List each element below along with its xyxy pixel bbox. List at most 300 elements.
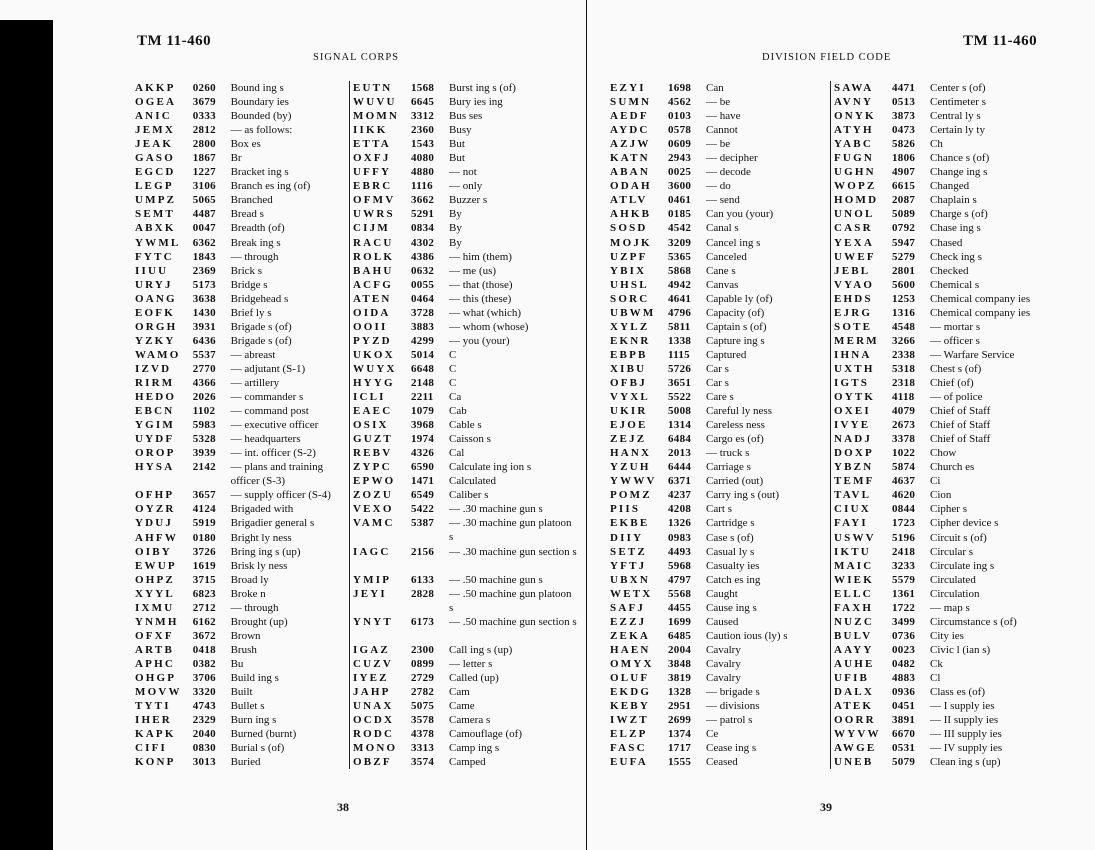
code-term: Can you (your) (706, 208, 774, 221)
code-term: Branched (230, 194, 273, 207)
code-number: 2004 (668, 643, 692, 656)
code-number: 2770 (192, 362, 216, 375)
code-term: City ies (930, 629, 964, 642)
code-number: 1974 (411, 433, 435, 446)
code-entry (834, 334, 1064, 348)
code-term: Bounded (by) (230, 110, 292, 123)
code-entry (353, 292, 583, 306)
code-group: ABXK (135, 222, 176, 235)
code-entry (135, 207, 350, 221)
code-number: 1723 (892, 517, 916, 530)
code-number: 1867 (192, 152, 216, 165)
code-entry (610, 615, 830, 629)
code-number: 5173 (192, 278, 216, 291)
code-group: RACU (353, 236, 394, 249)
code-term: Chemical s (930, 278, 980, 291)
code-term: Canal s (706, 222, 739, 235)
code-group: OYTK (834, 391, 876, 404)
code-group: YDUJ (135, 517, 174, 530)
code-term: Busy (449, 124, 472, 137)
code-term: Ch (930, 138, 943, 151)
code-group: MOVW (135, 686, 182, 699)
code-entry (135, 516, 350, 530)
code-group: UMPZ (135, 194, 177, 207)
book-spine (586, 0, 587, 850)
code-group: ATYH (834, 124, 874, 137)
code-number: 4455 (668, 601, 692, 614)
code-term: Bridge s (230, 278, 268, 291)
code-group: RODC (353, 728, 395, 741)
code-entry (135, 531, 350, 545)
code-group: YWWV (610, 475, 657, 488)
code-term: Came (449, 700, 475, 713)
code-number: 5522 (668, 391, 692, 404)
code-entry (353, 643, 583, 657)
code-number: 2156 (411, 545, 435, 558)
code-number: 2013 (668, 447, 692, 460)
code-group: ZEJZ (610, 433, 647, 446)
code-group: EGCD (135, 166, 176, 179)
code-group: EBRC (353, 180, 393, 193)
code-number: 5600 (892, 278, 916, 291)
code-group: EAEC (353, 405, 393, 418)
code-group: DIIY (610, 531, 644, 544)
code-number: 5014 (411, 348, 435, 361)
code-number: 6549 (411, 489, 435, 502)
code-term: Carried (out) (706, 475, 764, 488)
code-term: Caliber s (449, 489, 489, 502)
code-entry (135, 727, 350, 741)
code-entry (834, 727, 1064, 741)
code-group: OMYX (610, 657, 654, 670)
code-number: 2812 (192, 124, 216, 137)
code-number: 4796 (668, 306, 692, 319)
code-entry (834, 615, 1064, 629)
code-entry (834, 474, 1064, 488)
code-number: 3968 (411, 419, 435, 432)
code-term: Cavalry (706, 671, 741, 684)
code-group: OSIX (353, 419, 389, 432)
code-number: 4124 (192, 503, 216, 516)
code-entry (135, 306, 350, 320)
code-entry (610, 418, 830, 432)
code-group: ABAN (610, 166, 650, 179)
code-term: Cancel ing s (706, 236, 761, 249)
code-term: — IV supply ies (930, 742, 1003, 755)
code-group: CASR (834, 222, 873, 235)
code-entry (834, 236, 1064, 250)
code-entry (834, 348, 1064, 362)
code-term: — executive officer (230, 419, 319, 432)
code-entry (834, 516, 1064, 530)
code-term: Bright ly ness (230, 531, 292, 544)
code-entry (834, 151, 1064, 165)
code-number: 0531 (892, 742, 916, 755)
code-group: EJRG (834, 306, 873, 319)
code-group: RIRM (135, 376, 175, 389)
code-term: Ce (706, 728, 719, 741)
code-term: But (449, 138, 465, 151)
code-term: — decode (706, 166, 751, 179)
code-group: MAIC (834, 559, 874, 572)
code-group: EKDG (610, 686, 652, 699)
code-entry (135, 643, 350, 657)
code-entry (353, 137, 583, 151)
code-term: Changed (930, 180, 970, 193)
code-number: 2040 (192, 728, 216, 741)
code-term: — officer s (930, 334, 980, 347)
code-number: 6670 (892, 728, 916, 741)
code-group: VEXO (353, 503, 394, 516)
code-term: — him (them) (449, 250, 512, 263)
code-entry (353, 573, 583, 587)
code-group: ZEKA (610, 629, 650, 642)
code-group: OORR (834, 714, 876, 727)
code-entry (135, 362, 350, 376)
code-term: Capacity (of) (706, 306, 765, 319)
code-number: 3819 (668, 671, 692, 684)
code-group: HANX (610, 447, 652, 460)
code-number: 5983 (192, 419, 216, 432)
code-term: Canceled (706, 250, 747, 263)
code-number: 3600 (668, 180, 692, 193)
code-entry (135, 601, 350, 615)
code-entry (135, 713, 350, 727)
code-group: WYVW (834, 728, 881, 741)
code-group: ZYPC (353, 461, 392, 474)
code-number: 6436 (192, 334, 216, 347)
code-entry (353, 193, 583, 207)
code-term: Canvas (706, 278, 739, 291)
code-group: ACFG (353, 278, 393, 291)
code-group: CIUX (834, 503, 871, 516)
code-group: EOFK (135, 306, 175, 319)
code-group: PIIS (610, 503, 641, 516)
code-entry (353, 474, 583, 488)
code-entry (353, 587, 583, 615)
code-number: 4907 (892, 166, 916, 179)
code-entry (353, 671, 583, 685)
code-group: KONP (135, 756, 176, 769)
code-entry (135, 109, 350, 123)
code-number: 0899 (411, 657, 435, 670)
code-group: ARTB (135, 643, 174, 656)
code-group: EUTN (353, 82, 393, 94)
code-term: Cargo es (of) (706, 433, 764, 446)
code-entry (135, 629, 350, 643)
code-term: C (449, 348, 457, 361)
code-entry (610, 727, 830, 741)
code-term: Bullet s (230, 700, 265, 713)
code-term: Cane s (706, 264, 736, 277)
code-term: — have (706, 110, 741, 123)
code-group: ATEN (353, 292, 392, 305)
code-term: Camera s (449, 714, 491, 727)
code-number: 4880 (411, 166, 435, 179)
code-term: Brisk ly ness (230, 559, 288, 572)
code-term: Chest s (of) (930, 362, 982, 375)
code-entry (610, 236, 830, 250)
code-entry (834, 221, 1064, 235)
code-number: 2148 (411, 376, 435, 389)
code-entry (135, 165, 350, 179)
right-page-column-1 (610, 81, 830, 769)
code-entry (135, 446, 350, 460)
code-number: 2951 (668, 700, 692, 713)
code-number: 2943 (668, 152, 692, 165)
code-group: OXFJ (353, 152, 391, 165)
code-number: 0936 (892, 686, 916, 699)
code-number: 5968 (668, 559, 692, 572)
code-entry (135, 488, 350, 502)
code-term: Breadth (of) (230, 222, 285, 235)
code-entry (834, 179, 1064, 193)
code-group: VAMC (353, 517, 395, 530)
code-group: OANG (135, 292, 177, 305)
code-group: XYLZ (610, 320, 650, 333)
code-entry (135, 334, 350, 348)
code-number: 3378 (892, 433, 916, 446)
code-number: 0023 (892, 643, 916, 656)
code-term: Carriage s (706, 461, 751, 474)
code-group: IIKK (353, 124, 388, 137)
code-group: ORGH (135, 320, 178, 333)
code-number: 0609 (668, 138, 692, 151)
code-entry (135, 320, 350, 334)
code-group: WAMO (135, 348, 181, 361)
code-entry (353, 348, 583, 362)
code-term: Cavalry (706, 657, 741, 670)
code-term: Cart s (706, 503, 732, 516)
code-group: YNYT (353, 615, 393, 628)
code-entry (353, 446, 583, 460)
code-number: 6444 (668, 461, 692, 474)
code-entry (353, 362, 583, 376)
code-group: IHNA (834, 348, 872, 361)
code-group: IWZT (610, 714, 649, 727)
code-number: 6162 (192, 615, 216, 628)
code-group: UXTH (834, 362, 875, 375)
code-number: 4208 (668, 503, 692, 516)
code-term: — .30 machine gun platoon s (449, 517, 572, 544)
code-term: — III supply ies (930, 728, 1002, 741)
code-term: Chief (of) (930, 376, 974, 389)
code-number: 1116 (411, 180, 433, 193)
code-number: 5065 (192, 194, 216, 207)
code-number: 4471 (892, 82, 916, 94)
code-term: — I supply ies (930, 700, 995, 713)
code-group: POMZ (610, 489, 652, 502)
code-term: Central ly s (930, 110, 981, 123)
code-group: AEDF (610, 110, 649, 123)
code-entry (610, 516, 830, 530)
code-number: 3715 (192, 573, 216, 586)
code-group: FYTC (135, 250, 174, 263)
code-entry (135, 278, 350, 292)
code-entry (834, 362, 1064, 376)
code-group: AVNY (834, 96, 874, 109)
code-group: UFFY (353, 166, 392, 179)
code-entry (834, 502, 1064, 516)
code-group: OGEA (135, 96, 177, 109)
code-number: 4326 (411, 447, 435, 460)
code-number: 3313 (411, 742, 435, 755)
code-group: OROP (135, 447, 176, 460)
code-entry (610, 95, 830, 109)
code-entry (135, 264, 350, 278)
code-number: 4487 (192, 208, 216, 221)
code-term: Chased (930, 236, 963, 249)
code-number: 5318 (892, 362, 916, 375)
code-entry (610, 334, 830, 348)
code-group: CUZV (353, 657, 393, 670)
code-number: 0844 (892, 503, 916, 516)
code-number: 0055 (411, 278, 435, 291)
code-group: ROLK (353, 250, 395, 263)
code-entry (610, 559, 830, 573)
code-entry (834, 446, 1064, 460)
code-group: SORC (610, 292, 650, 305)
code-term: — what (which) (449, 306, 522, 319)
code-number: 3266 (892, 334, 916, 347)
right-page-column-2 (830, 81, 1064, 769)
code-entry (610, 460, 830, 474)
code-group: YNMH (135, 615, 179, 628)
code-number: 4386 (411, 250, 435, 263)
code-group: OFBJ (610, 376, 647, 389)
code-entry (834, 404, 1064, 418)
right-page-header-code: TM 11-460 (963, 33, 1038, 49)
code-term: Calculate ing ion s (449, 461, 532, 474)
code-term: Circulate ing s (930, 559, 995, 572)
code-entry (135, 193, 350, 207)
code-term: Cannot (706, 124, 738, 137)
code-term: Break ing s (230, 236, 281, 249)
code-entry (353, 488, 583, 502)
code-group: EBPB (610, 348, 648, 361)
code-term: — adjutant (S-1) (230, 362, 306, 375)
code-group: ELZP (610, 728, 648, 741)
code-number: 2828 (411, 587, 435, 600)
code-term: Cease ing s (706, 742, 757, 755)
code-term: Car s (706, 362, 729, 375)
code-group: IYEZ (353, 671, 389, 684)
code-number: 5291 (411, 208, 435, 221)
code-term: — be (706, 96, 731, 109)
code-number: 5079 (892, 756, 916, 769)
code-entry (353, 179, 583, 193)
code-term: Brigadier general s (230, 517, 315, 530)
code-entry (610, 278, 830, 292)
code-group: DALX (834, 686, 874, 699)
code-term: But (449, 152, 465, 165)
code-entry (135, 292, 350, 306)
code-entry (610, 306, 830, 320)
code-number: 3657 (192, 489, 216, 502)
code-number: 6362 (192, 236, 216, 249)
code-term: Cipher s (930, 503, 967, 516)
code-group: SOSD (610, 222, 648, 235)
code-term: — whom (whose) (449, 320, 529, 333)
code-term: Caused (706, 615, 739, 628)
code-number: 0260 (192, 82, 216, 94)
code-entry (610, 657, 830, 671)
code-entry (135, 615, 350, 629)
code-group: YEXA (834, 236, 874, 249)
code-group: AUHE (834, 657, 875, 670)
code-term: — decipher (706, 152, 758, 165)
code-term: Capture ing s (706, 334, 765, 347)
code-number: 4562 (668, 96, 692, 109)
code-term: Burial s (of) (230, 742, 285, 755)
code-term: Church es (930, 461, 975, 474)
code-entry (135, 81, 350, 95)
code-entry (834, 643, 1064, 657)
left-page-header-code: TM 11-460 (137, 33, 212, 49)
code-number: 1843 (192, 250, 216, 263)
code-term: Capable ly (of) (706, 292, 773, 305)
code-entry (610, 587, 830, 601)
code-entry (135, 502, 350, 516)
code-number: 3931 (192, 320, 216, 333)
code-entry (353, 516, 583, 544)
code-entry (610, 531, 830, 545)
code-group: UWRS (353, 208, 395, 221)
code-term: C (449, 362, 457, 375)
code-entry (353, 727, 583, 741)
code-group: FASC (610, 742, 647, 755)
code-group: SUMN (610, 96, 652, 109)
code-term: — mortar s (930, 320, 981, 333)
code-term: Chance s (of) (930, 152, 990, 165)
code-term: By (449, 222, 462, 235)
code-number: 2329 (192, 714, 216, 727)
code-group: CIJM (353, 222, 390, 235)
code-entry (353, 306, 583, 320)
code-term: — you (your) (449, 334, 510, 347)
code-number: 0632 (411, 264, 435, 277)
code-number: 3320 (192, 686, 216, 699)
code-number: 5328 (192, 433, 216, 446)
code-entry (834, 573, 1064, 587)
code-number: 0382 (192, 657, 216, 670)
code-term: Center s (of) (930, 82, 986, 94)
code-term: — .30 machine gun section s (449, 545, 577, 558)
code-group: WETX (610, 587, 653, 600)
code-group: AAYY (834, 643, 874, 656)
code-group: EHDS (834, 292, 873, 305)
code-number: 6823 (192, 587, 216, 600)
code-term: Chief of Staff (930, 433, 991, 446)
code-group: EKNR (610, 334, 651, 347)
code-number: 2699 (668, 714, 692, 727)
code-number: 5196 (892, 531, 916, 544)
code-term: Chow (930, 447, 957, 460)
code-group: WIEK (834, 573, 874, 586)
code-group: YBZN (834, 461, 874, 474)
code-number: 5365 (668, 250, 692, 263)
code-term: By (449, 208, 462, 221)
code-term: Clean ing s (up) (930, 756, 1001, 769)
code-entry (834, 264, 1064, 278)
code-group: UYDF (135, 433, 175, 446)
code-group: HYYG (353, 376, 395, 389)
code-term: — .50 machine gun section s (449, 615, 577, 628)
code-group: XIBU (610, 362, 647, 375)
code-group: YZUH (610, 461, 651, 474)
code-group: CIFI (135, 742, 168, 755)
code-entry (834, 559, 1064, 573)
